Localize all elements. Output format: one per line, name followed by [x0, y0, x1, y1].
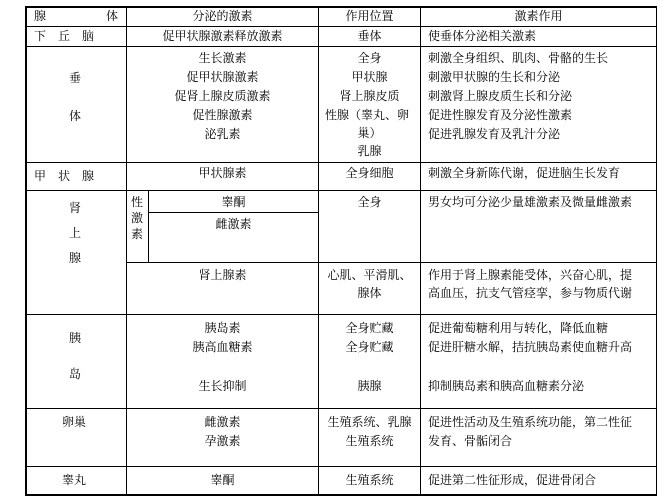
rule-under-islet	[25, 408, 657, 409]
pituitary-gland-1: 垂	[69, 71, 82, 85]
islet-effect: 促进葡萄糖利用与转化，降低血糖	[428, 321, 609, 335]
adrenal-site: 心肌、平滑肌、	[327, 268, 412, 282]
thyroid-hormone: 甲状腺素	[198, 166, 247, 180]
rule-adrenal-inner-1	[148, 212, 318, 213]
rule-under-pituitary	[25, 162, 657, 163]
ovary-site: 生殖系统、乳腺	[327, 415, 412, 429]
adrenal-gland-2: 上	[69, 226, 82, 240]
thyroid-site: 全身细胞	[345, 166, 394, 180]
islet-site: 全身贮藏	[345, 340, 394, 354]
ovary-effect: 促进性活动及生殖系统功能，第二性征	[428, 415, 633, 429]
pituitary-site: 肾上腺皮质	[339, 89, 400, 103]
islet-hormone: 胰高血糖素	[192, 340, 253, 354]
pituitary-effect: 促进乳腺发育及乳汁分泌	[428, 127, 561, 141]
header-site: 作用位置	[345, 9, 394, 23]
thyroid-gland: 甲 状 腺	[34, 169, 95, 183]
hypothalamus-effect: 使垂体分泌相关激素	[428, 29, 537, 43]
sex-hormone-label: 激	[131, 211, 144, 225]
adrenal-gland-1: 肾	[69, 201, 82, 215]
hypothalamus-site: 垂体	[357, 29, 382, 43]
rule-left	[25, 6, 27, 495]
pituitary-effect: 刺激甲状腺的生长和分泌	[428, 70, 561, 84]
pituitary-effect: 刺激肾上腺皮质生长和分泌	[428, 89, 573, 103]
pituitary-hormone: 促甲状腺激素	[186, 70, 259, 84]
testis-site: 生殖系统	[345, 473, 394, 487]
adrenal-effect: 男女均可分泌少量雄激素及微量雌激素	[428, 195, 633, 209]
rule-under-header	[25, 26, 657, 27]
pituitary-site: 全身	[357, 51, 382, 65]
ovary-hormone: 孕激素	[204, 434, 241, 448]
header-hormone: 分泌的激素	[192, 9, 253, 23]
header-gland: 腺 体	[33, 9, 118, 23]
ovary-site: 生殖系统	[345, 434, 394, 448]
pituitary-site: 乳腺	[357, 144, 382, 158]
pituitary-hormone: 促肾上腺皮质激素	[174, 89, 271, 103]
pituitary-effect: 刺激全身组织、肌肉、骨骼的生长	[428, 51, 609, 65]
rule-right	[656, 6, 657, 495]
rule-under-ovary	[25, 466, 657, 467]
pituitary-hormone: 促性腺激素	[192, 108, 253, 122]
ovary-gland: 卵巢	[62, 415, 87, 429]
islet-site: 胰腺	[357, 379, 382, 393]
islet-site: 全身贮藏	[345, 321, 394, 335]
ovary-hormone: 雌激素	[204, 415, 241, 429]
islet-effect: 促进肝糖水解，拮抗胰岛素使血糖升高	[428, 340, 633, 354]
pituitary-gland-2: 体	[69, 109, 82, 123]
pituitary-site: 甲状腺	[351, 70, 388, 84]
adrenal-site: 全身	[357, 195, 382, 209]
pituitary-site: 巢）	[357, 126, 382, 140]
islet-gland-2: 岛	[69, 367, 82, 381]
header-effect: 激素作用	[514, 9, 563, 23]
pituitary-hormone: 泌乳素	[204, 127, 241, 141]
hypothalamus-gland: 下 丘 脑	[34, 29, 95, 43]
sex-hormone-label: 素	[131, 227, 144, 241]
thyroid-effect: 刺激全身新陈代谢，促进脑生长发育	[428, 166, 621, 180]
adrenal-effect: 作用于肾上腺素能受体，兴奋心肌，提	[428, 268, 633, 282]
adrenal-hormone: 雌激素	[215, 217, 252, 231]
hypothalamus-hormone: 促甲状腺激素释放激素	[162, 29, 283, 43]
testis-effect: 促进第二性征形成，促进骨闭合	[428, 473, 597, 487]
islet-gland-1: 胰	[69, 331, 82, 345]
testis-hormone: 睾酮	[210, 473, 235, 487]
ovary-effect: 发育、骨骺闭合	[428, 434, 513, 448]
islet-hormone: 生长抑制	[198, 379, 247, 393]
sex-hormone-label: 性	[131, 195, 144, 209]
adrenal-site: 腺体	[357, 286, 382, 300]
rule-col-3	[420, 6, 421, 495]
rule-under-thyroid	[25, 190, 657, 191]
pituitary-site: 性腺（睾丸、卵	[325, 108, 410, 122]
pituitary-effect: 促进性腺发育及分泌性激素	[428, 108, 573, 122]
adrenal-hormone: 肾上腺素	[198, 268, 247, 282]
adrenal-effect: 高血压，抗支气管痉挛，参与物质代谢	[428, 286, 633, 300]
islet-effect: 抑制胰岛素和胰高血糖素分泌	[428, 379, 585, 393]
islet-hormone: 胰岛素	[204, 321, 241, 335]
adrenal-hormone: 睾酮	[221, 195, 246, 209]
rule-bottom	[25, 494, 657, 496]
pituitary-hormone: 生长激素	[198, 51, 247, 65]
rule-adrenal-inner-2	[126, 262, 657, 263]
adrenal-gland-3: 腺	[69, 251, 82, 265]
testis-gland: 睾丸	[62, 473, 87, 487]
rule-under-hypothalamus	[25, 46, 657, 47]
rule-under-adrenal	[25, 314, 657, 315]
